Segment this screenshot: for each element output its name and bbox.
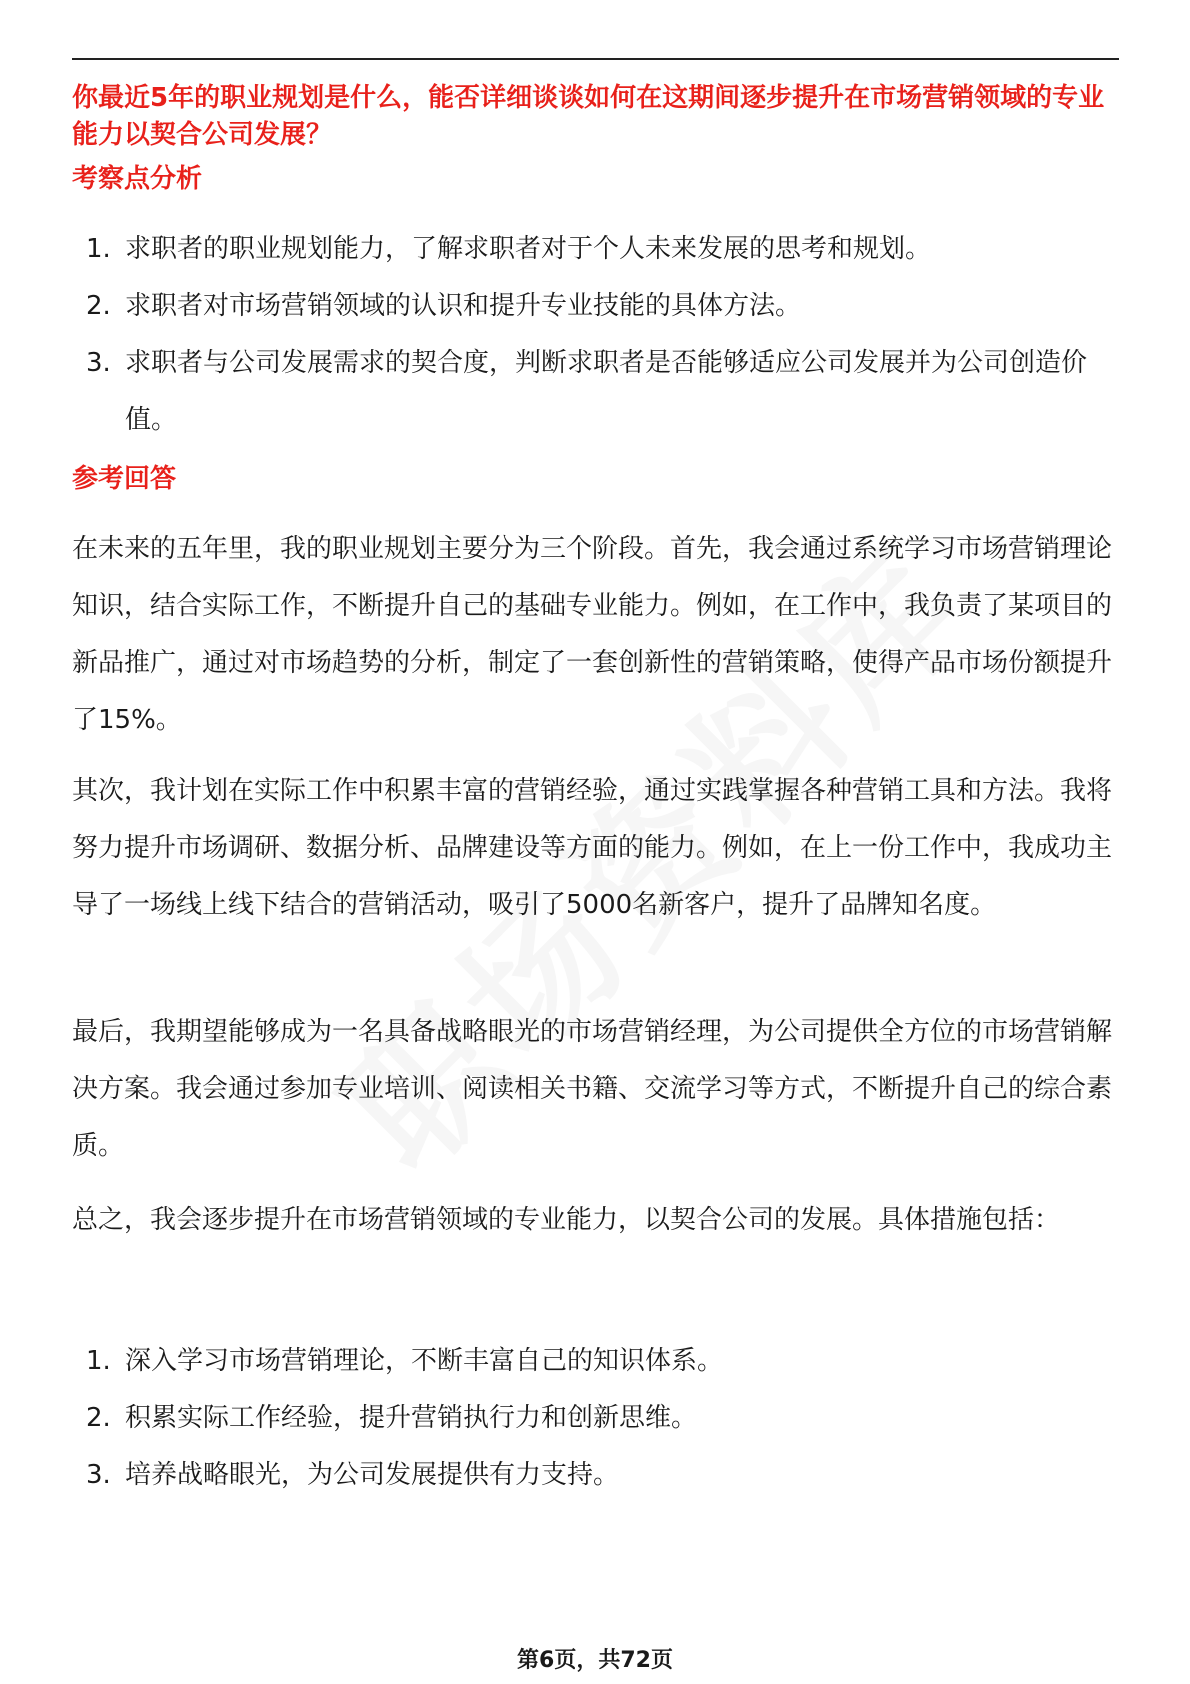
header-rule — [72, 58, 1119, 60]
answer-title: 参考回答 — [72, 464, 177, 494]
question-heading: 你最近5年的职业规划是什么，能否详细谈谈如何在这期间逐步提升在市场营销领域的专业能力以契合公司发展？ — [72, 83, 1105, 150]
list-number: 2. — [86, 1403, 111, 1433]
analysis-list — [72, 221, 1122, 449]
analysis-title: 考察点分析 — [72, 164, 203, 194]
answer-paragraph-4: 总之，我会逐步提升在市场营销领域的专业能力，以契合公司的发展。具体措施包括： — [72, 1205, 1061, 1235]
list-item — [72, 1447, 1122, 1504]
measures-list — [72, 1333, 1122, 1504]
list-text: 深入学习市场营销理论，不断丰富自己的知识体系。 — [125, 1346, 724, 1376]
answer-paragraph-3: 最后，我期望能够成为一名具备战略眼光的市场营销经理，为公司提供全方位的市场营销解决方案。我会通过参加专业培训、阅读相关书籍、交流学习等方式，不断提升自己的综合素质。 — [72, 1017, 1113, 1161]
list-item — [72, 278, 1122, 335]
list-text: 培养战略眼光，为公司发展提供有力支持。 — [125, 1460, 620, 1490]
list-number: 1. — [86, 1346, 111, 1376]
list-item — [72, 335, 1122, 449]
list-text: 求职者与公司发展需求的契合度，判断求职者是否能够适应公司发展并为公司创造价值。 — [125, 348, 1088, 435]
list-text: 求职者的职业规划能力，了解求职者对于个人未来发展的思考和规划。 — [125, 234, 932, 264]
list-item — [72, 1390, 1122, 1447]
list-number: 3. — [86, 348, 111, 378]
page-footer: 第6页，共72页 — [517, 1648, 673, 1673]
list-item — [72, 1333, 1122, 1390]
list-number: 1. — [86, 234, 111, 264]
answer-paragraph-2: 其次，我计划在实际工作中积累丰富的营销经验，通过实践掌握各种营销工具和方法。我将努力提升市场调研、数据分析、品牌建设等方面的能力。例如，在上一份工作中，我成功主导了一场线上线下结合的营销活动，吸引了5000名新客户，提升了品牌知名度。 — [72, 776, 1113, 920]
list-text: 积累实际工作经验，提升营销执行力和创新思维。 — [125, 1403, 698, 1433]
list-text: 求职者对市场营销领域的认识和提升专业技能的具体方法。 — [125, 291, 802, 321]
list-number: 3. — [86, 1460, 111, 1490]
list-number: 2. — [86, 291, 111, 321]
answer-paragraph-1: 在未来的五年里，我的职业规划主要分为三个阶段。首先，我会通过系统学习市场营销理论知识，结合实际工作，不断提升自己的基础专业能力。例如，在工作中，我负责了某项目的新品推广，通过对市场趋势的分析，制定了一套创新性的营销策略，使得产品市场份额提升了15%。 — [72, 534, 1113, 735]
list-item — [72, 221, 1122, 278]
